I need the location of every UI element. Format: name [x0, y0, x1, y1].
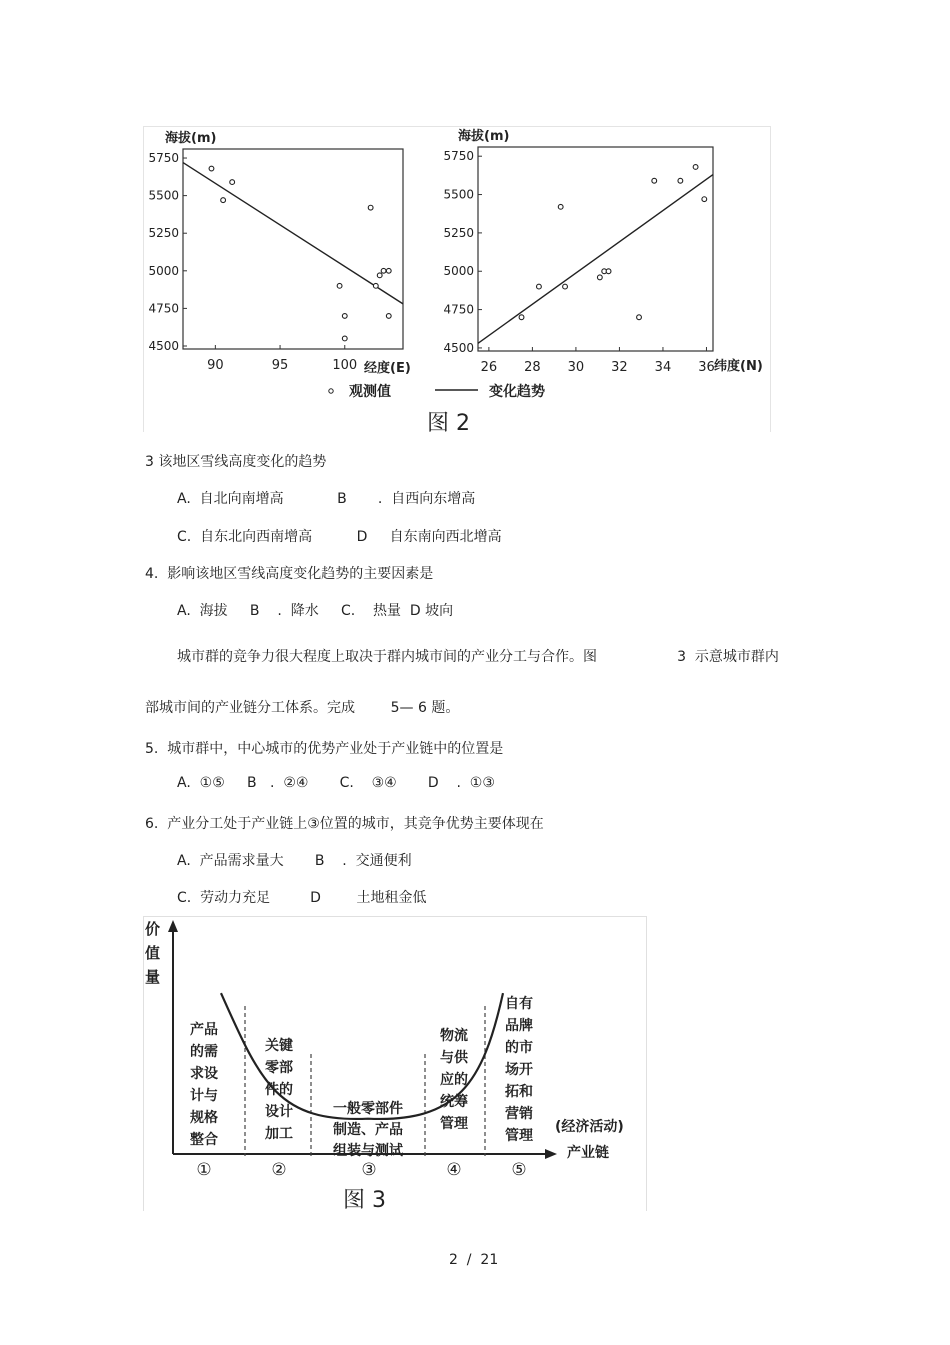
question-6-options-ab: A. 产品需求量大 B . 交通便利	[177, 853, 412, 869]
stage-marker-3: ③	[361, 1160, 377, 1180]
left-ytick-label-1: 5500	[148, 188, 179, 203]
left-point-0	[209, 166, 214, 171]
stage-4-line-1: 与供	[440, 1050, 468, 1066]
left-xlabel: 经度(E)	[364, 361, 411, 376]
right-xtick-label-2: 30	[567, 360, 585, 375]
right-xtick-label-1: 28	[524, 360, 541, 375]
stage-3-line-1: 制造、产品	[333, 1122, 403, 1138]
right-scatter-marks	[478, 165, 713, 344]
question-6: 6. 产业分工处于产业链上③位置的城市，其竞争优势主要体现在	[145, 816, 544, 832]
left-trend-line	[183, 163, 403, 304]
stage-1-line-3: 计与	[190, 1088, 218, 1104]
passage-line-1: 城市群的竞争力很大程度上取决于群内城市间的产业分工与合作。图 3 示意城市群内	[177, 649, 779, 665]
stage-4-line-4: 管理	[440, 1116, 468, 1132]
left-scatter-marks	[183, 163, 403, 341]
question-6-options-cd: C. 劳动力充足 D 土地租金低	[177, 890, 427, 906]
right-point-6	[606, 269, 611, 274]
figure-2-caption: 图 2	[427, 411, 470, 436]
stage-1-line-5: 整合	[190, 1132, 218, 1148]
right-xlabel: 纬度(N)	[714, 359, 763, 374]
passage-line-2: 部城市间的产业链分工体系。完成 5— 6 题。	[145, 700, 460, 716]
right-ytick-label-3: 5000	[443, 264, 474, 279]
left-point-7	[373, 283, 378, 288]
right-point-0	[519, 315, 524, 320]
figure-2	[143, 126, 770, 436]
right-point-1	[537, 284, 542, 289]
legend-observed-label: 观测值	[349, 384, 391, 400]
question-4: 4. 影响该地区雪线高度变化趋势的主要因素是	[145, 566, 434, 582]
left-xtick-label-2: 100	[332, 358, 358, 373]
stage-5-line-3: 场开	[505, 1062, 533, 1078]
stage-marker-5: ⑤	[511, 1160, 527, 1180]
legend-observed-marker	[329, 389, 333, 393]
stage-2-line-3: 设计	[265, 1104, 293, 1120]
question-5-options: A. ①⑤ B . ②④ C. ③④ D . ①③	[177, 775, 495, 791]
stage-1-line-2: 求设	[190, 1066, 218, 1082]
right-point-4	[597, 275, 602, 280]
left-point-4	[342, 314, 347, 319]
question-3-options-ab: A. 自北向南增高 B . 自西向东增高	[177, 491, 476, 507]
stage-2-line-4: 加工	[265, 1126, 293, 1142]
left-ytick-label-2: 5250	[148, 226, 179, 241]
stage-2-line-0: 关键	[265, 1038, 293, 1054]
stage-5-line-0: 自有	[505, 996, 533, 1012]
left-xtick-label-1: 95	[271, 358, 289, 373]
right-xtick-label-3: 32	[611, 360, 628, 375]
right-xtick-label-0: 26	[480, 360, 498, 375]
left-point-9	[381, 268, 386, 273]
stage-5-line-2: 的市	[505, 1040, 533, 1056]
stage-2-line-2: 件的	[265, 1082, 293, 1098]
stage-4-line-3: 统筹	[440, 1094, 468, 1110]
stage-1-line-1: 的需	[190, 1044, 218, 1060]
question-3-options-cd: C. 自东北向西南增高 D 自东南向西北增高	[177, 529, 502, 545]
page-number: 2 / 21	[449, 1252, 499, 1268]
stage-marker-4: ④	[446, 1160, 462, 1180]
right-point-8	[652, 178, 657, 183]
right-y-ticks	[443, 149, 482, 355]
right-ytick-label-5: 4500	[443, 340, 474, 355]
x-axis-label-1: (经济活动)	[555, 1119, 624, 1135]
left-point-1	[221, 198, 226, 203]
stage-5-line-5: 营销	[505, 1106, 533, 1122]
stage-4-line-0: 物流	[440, 1028, 468, 1044]
figure-3	[143, 916, 653, 1216]
stage-markers	[196, 1160, 526, 1180]
stage-3-line-2: 组装与测试	[333, 1143, 403, 1159]
y-axis-label	[145, 920, 160, 986]
stage-5-line-1: 品牌	[505, 1018, 533, 1034]
stage-marker-2: ②	[271, 1160, 287, 1180]
right-point-10	[693, 165, 698, 170]
y-label-char-0: 价	[145, 920, 161, 938]
question-5: 5. 城市群中，中心城市的优势产业处于产业链中的位置是	[145, 741, 504, 757]
right-xtick-label-5: 36	[698, 360, 715, 375]
left-ylabel: 海拔(m)	[165, 131, 217, 146]
stage-texts	[189, 995, 534, 1159]
stage-3-line-0: 一般零部件	[333, 1101, 403, 1117]
y-axis-arrow	[168, 920, 178, 932]
left-xtick-label-0: 90	[207, 358, 224, 373]
y-label-char-2: 量	[145, 968, 161, 986]
right-ytick-label-1: 5500	[443, 187, 474, 202]
y-label-char-1: 值	[145, 944, 161, 962]
right-point-3	[563, 284, 568, 289]
legend-trend-label: 变化趋势	[489, 384, 545, 400]
right-ytick-label-0: 5750	[443, 149, 474, 164]
left-point-5	[342, 336, 347, 341]
right-point-2	[558, 204, 563, 209]
x-axis-arrow	[545, 1149, 557, 1159]
left-plot-area	[183, 149, 403, 349]
left-ytick-label-4: 4750	[148, 301, 179, 316]
left-y-ticks	[148, 151, 187, 353]
stage-marker-1: ①	[196, 1160, 212, 1180]
left-point-11	[386, 314, 391, 319]
x-axis-label-2: 产业链	[567, 1145, 609, 1161]
stage-5-line-6: 管理	[505, 1128, 533, 1144]
left-point-3	[337, 283, 342, 288]
stage-1-line-0: 产品	[190, 1022, 218, 1038]
stage-5-line-4: 拓和	[505, 1084, 533, 1100]
right-trend-line	[478, 175, 713, 344]
stage-1-line-4: 规格	[190, 1110, 218, 1126]
right-point-9	[678, 178, 683, 183]
right-xtick-label-4: 34	[654, 360, 672, 375]
stage-4-line-2: 应的	[440, 1072, 468, 1088]
left-ytick-label-3: 5000	[148, 263, 179, 278]
left-point-10	[386, 268, 391, 273]
right-point-11	[702, 197, 707, 202]
right-ylabel: 海拔(m)	[458, 129, 510, 144]
right-ytick-label-2: 5250	[443, 225, 474, 240]
left-ytick-label-0: 5750	[148, 151, 179, 166]
left-point-8	[377, 273, 382, 278]
figure-3-caption: 图 3	[343, 1188, 386, 1213]
question-3: 3 该地区雪线高度变化的趋势	[145, 454, 327, 470]
question-4-options: A. 海拔 B . 降水 C. 热量 D 坡向	[177, 603, 454, 619]
left-point-6	[368, 205, 373, 210]
left-ytick-label-5: 4500	[148, 338, 179, 353]
stage-2-line-1: 零部	[265, 1060, 293, 1076]
left-point-2	[230, 180, 235, 185]
right-ytick-label-4: 4750	[443, 302, 474, 317]
right-point-7	[637, 315, 642, 320]
right-plot-area	[478, 147, 713, 351]
